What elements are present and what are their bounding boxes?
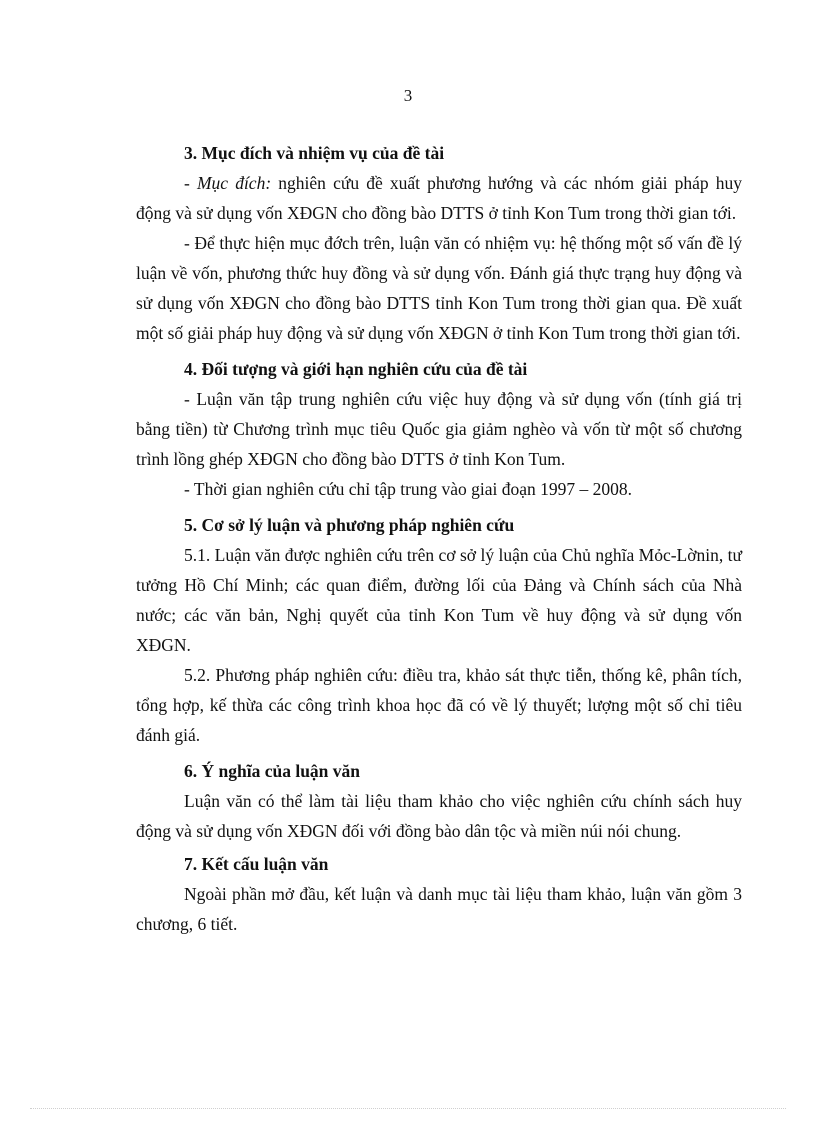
section-6-heading: 6. Ý nghĩa của luận văn (184, 761, 361, 781)
document-body (136, 138, 742, 939)
page-bottom-divider (30, 1108, 786, 1109)
section-3-p1-italic-label: Mục đích: (196, 173, 272, 193)
section-4-paragraph-1: - Luận văn tập trung nghiên cứu việc huy động và sử dụng vốn (tính giá trị bằng tiền) từ Chương trình mục tiêu Quốc gia giảm nghèo và vốn từ một số chương trình lồng ghép XĐGN cho đồng bào DTTS ở tỉnh Kon Tum. (136, 389, 742, 469)
section-5-heading: 5. Cơ sở lý luận và phương pháp nghiên cứu (184, 515, 515, 535)
section-5-paragraph-2: 5.2. Phương pháp nghiên cứu: điều tra, khảo sát thực tiễn, thống kê, phân tích, tổng hợp, kế thừa các công trình khoa học đã có về lý thuyết; lượng một số chỉ tiêu đánh giá. (136, 665, 742, 745)
section-3-p1-text: nghiên cứu đề xuất phương hướng và các nhóm giải pháp huy động và sử dụng vốn XĐGN cho đồng bào DTTS ở tỉnh Kon Tum trong thời gian tới. (136, 173, 743, 223)
section-3-p1-prefix: - (184, 173, 197, 193)
section-7-heading: 7. Kết cấu luận văn (184, 854, 329, 874)
section-6-paragraph-1: Luận văn có thể làm tài liệu tham khảo cho việc nghiên cứu chính sách huy động và sử dụng vốn XĐGN đối với đồng bào dân tộc và miền núi nói chung. (136, 791, 742, 841)
section-3-paragraph-2: - Để thực hiện mục đớch trên, luận văn có nhiệm vụ: hệ thống một số vấn đề lý luận về vốn, phương thức huy đồng và sử dụng vốn. Đánh giá thực trạng huy động và sử dụng vốn XĐGN cho đồng bào DTTS tỉnh Kon Tum trong thời gian qua. Đề xuất một số giải pháp huy động và sử dụng vốn XĐGN ở tỉnh Kon Tum trong thời gian tới. (136, 233, 742, 343)
section-4-paragraph-2: - Thời gian nghiên cứu chỉ tập trung vào giai đoạn 1997 – 2008. (184, 479, 633, 499)
section-4-heading: 4. Đối tượng và giới hạn nghiên cứu của đề tài (184, 359, 528, 379)
section-3-paragraph-1 (136, 168, 742, 228)
page-number: 3 (403, 86, 413, 105)
section-3-heading: 3. Mục đích và nhiệm vụ của đề tài (184, 143, 445, 163)
section-7-paragraph-1: Ngoài phần mở đầu, kết luận và danh mục tài liệu tham khảo, luận văn gồm 3 chương, 6 tiết. (136, 884, 742, 934)
section-5-paragraph-1: 5.1. Luận văn được nghiên cứu trên cơ sở lý luận của Chủ nghĩa Mỏc-Lờnin, tư tưởng Hồ Chí Minh; các quan điểm, đường lối của Đảng và Chính sách của Nhà nước; các văn bản, Nghị quyết của tỉnh Kon Tum về huy động và sử dụng vốn XĐGN. (136, 545, 742, 655)
